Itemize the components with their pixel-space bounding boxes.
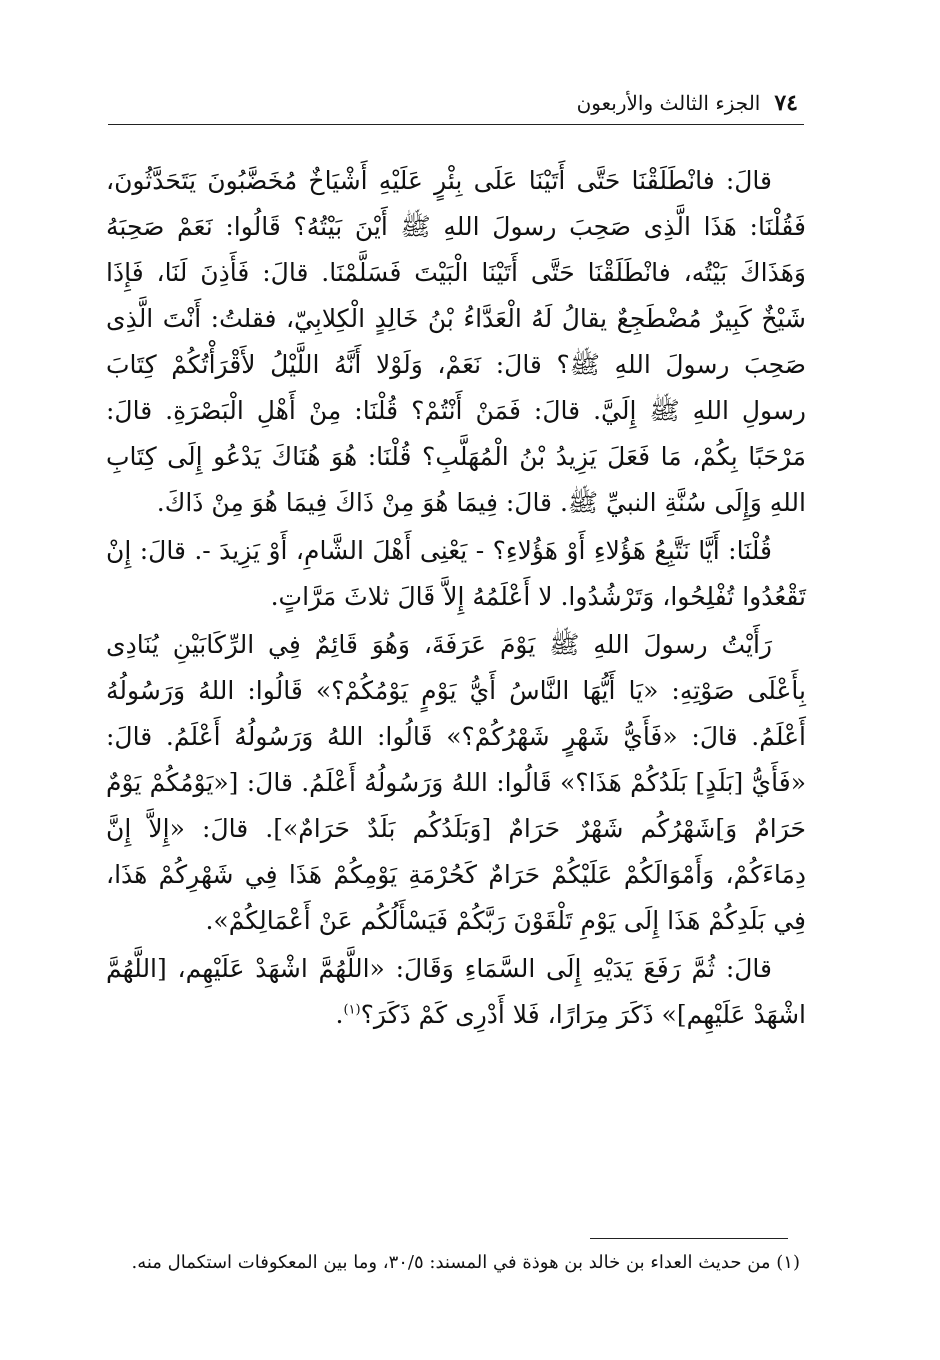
running-head [528, 86, 798, 120]
paragraph-2: قُلْنَا: أَيَّا نَتَّبِعُ هَؤُلاءِ أَوْ هَؤُلاءِ؟ - يَعْنِى أَهْلَ الشَّامِ، أَوْ يَزِيدَ -. قالَ: إِنْ تَقْعُدُوا تُفْلِحُوا، وَتَرْشُدُوا. لا أَعْلَمُهُ إِلاَّ قَالَ ثلاثَ مَرَّاتٍ. [106, 536, 806, 611]
main-text [106, 158, 806, 1038]
footnote-reference: (١) [343, 1002, 361, 1018]
paragraph-1: قالَ: فانْطَلَقْنَا حَتَّى أَتَيْنَا عَلَى بِئْرٍ عَلَيْهِ أَشْيَاخٌ مُخَضَّبُونَ يَتَحَدَّثُونَ، فَقُلْنَا: هَذَا الَّذِى صَحِبَ رسولَ اللهِ ﷺ أَيْنَ بَيْتُهُ؟ قَالُوا: نَعَمْ صَحِبَهُ وَهَذَاكَ بَيْتُه، فانْطَلَقْنَا حَتَّى أَتَيْنَا الْبَيْتَ فَسَلَّمْنَا. قالَ: فَأَذِنَ لَنَا، فَإِذَا شَيْخٌ كَبِيرٌ مُضْطَجِعٌ يقالُ لَهُ الْعَدَّاءُ بْنُ خَالِدٍ الْكِلابِيّ، فقلتُ: أَنْتَ الَّذِى صَحِبَ رسولَ اللهِ ﷺ؟ قالَ: نَعَمْ، وَلَوْلا أَنَّهُ اللَّيْلُ لأَقْرَأْتُكُمْ كِتَابَ رسولِ اللهِ ﷺ إِلَيَّ. قالَ: فَمَنْ أَنْتُمْ؟ قُلْنَا: مِنْ أَهْلِ الْبَصْرَةِ. قالَ: مَرْحَبًا بِكُمْ، مَا فَعَلَ يَزِيدُ بْنُ الْمُهَلَّبِ؟ قُلْنَا: هُوَ هُنَاكَ يَدْعُو إِلَى كِتَابِ اللهِ وَإِلَى سُنَّةِ النبيِّ ﷺ. قالَ: فِيمَا هُوَ مِنْ ذَاكَ فِيمَا هُوَ مِنْ ذَاكَ. [106, 166, 806, 517]
running-title: الجزء الثالث والأربعون [576, 91, 761, 115]
paragraph-3: رَأَيْتُ رسولَ اللهِ ﷺ يَوْمَ عَرَفَةَ، وَهُوَ قَائِمٌ فِي الرِّكَابَيْنِ يُنَادِى بِأَعْلَى صَوْتِهِ: «يَا أَيُّهَا النَّاسُ أَيُّ يَوْمٍ يَوْمُكُمْ؟» قَالُوا: اللهُ وَرَسُولُهُ أَعْلَمُ. قالَ: «فَأَيُّ شَهْرٍ شَهْرُكُمْ؟» قَالُوا: اللهُ وَرَسُولُهُ أَعْلَمُ. قالَ: «فَأَيُّ [بَلَدٍ] بَلَدُكُمْ هَذَا؟» قَالُوا: اللهُ وَرَسُولُهُ أَعْلَمُ. قالَ: [«يَوْمُكُمْ يَوْمٌ حَرَامٌ وَ]شَهْرُكُم شَهْرٌ حَرَامٌ [وَبَلَدُكُم بَلَدٌ حَرَامٌ»]. قالَ: «إِلاَّ إِنَّ دِمَاءَكُمْ، وَأَمْوَالَكُمْ عَلَيْكُمْ حَرَامٌ كَحُرْمَةِ يَوْمِكُمْ هَذَا فِي شَهْرِكُمْ هَذَا، فِي بَلَدِكُمْ هَذَا إِلَى يَوْمِ تَلْقَوْنَ رَبَّكُمْ فَيَسْأَلُكُم عَنْ أَعْمَالِكُمْ». [106, 630, 806, 935]
footnote-rule [590, 1238, 788, 1239]
paragraph-4 [106, 946, 806, 1038]
closing-period: . [335, 1000, 344, 1029]
paragraph-4-text: قالَ: ثُمَّ رَفَعَ يَدَيْهِ إِلَى السَّمَاءِ وَقَالَ: «اللَّهُمَّ اشْهَدْ عَلَيْهِم، [اللَّهُمَّ اشْهَدْ عَلَيْهِم]» ذَكَرَ مِرَارًا، فَلا أَدْرِى كَمْ ذَكَرَ؟ [106, 954, 806, 1029]
page-number: ٧٤ [774, 90, 798, 116]
header-rule [108, 124, 804, 125]
footnote: (١) من حديث العداء بن خالد بن هوذة في المسند: ٣٠/٥، وما بين المعكوفات استكمال منه. [131, 1252, 800, 1273]
